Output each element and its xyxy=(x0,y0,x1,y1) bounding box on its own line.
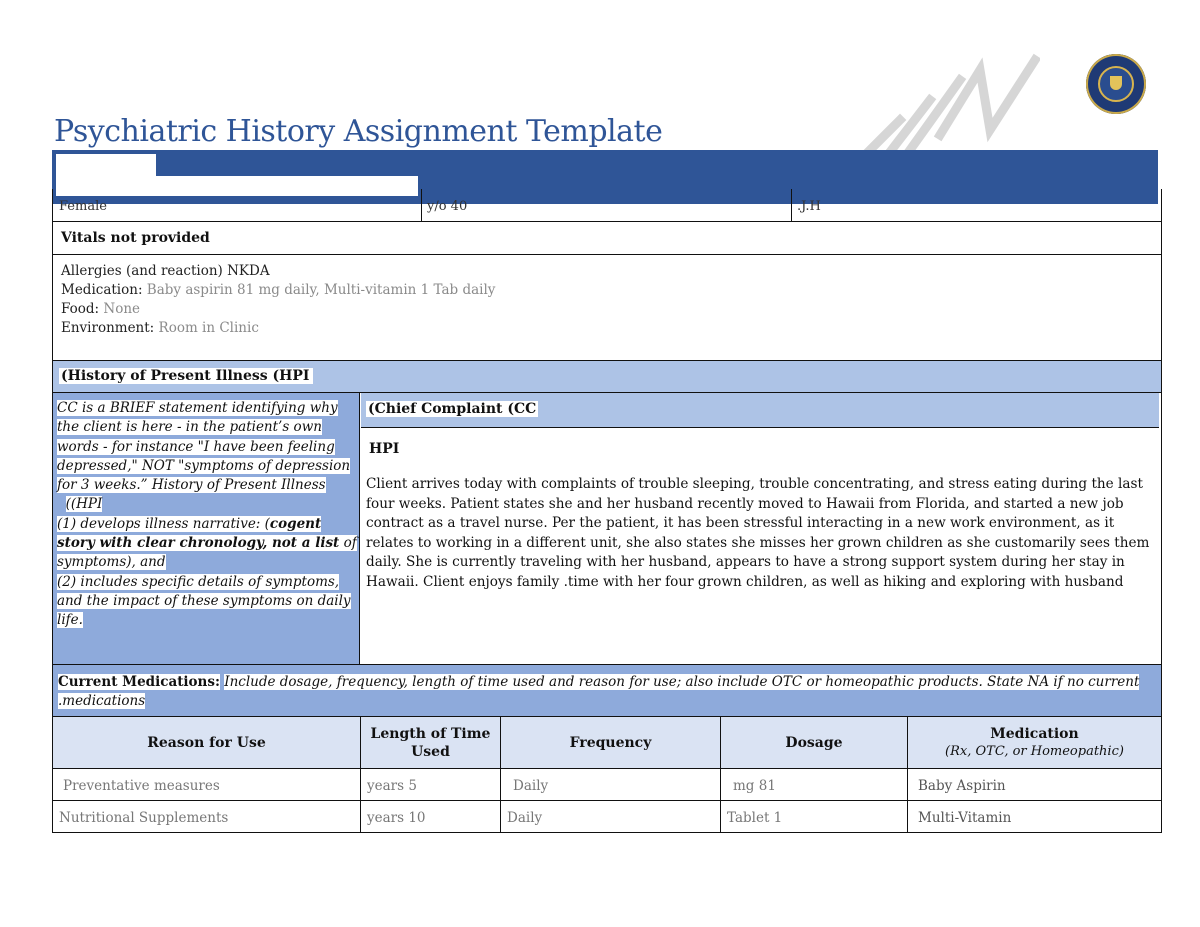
age-value: y/o 40 xyxy=(427,199,468,214)
frequency-cell: Daily xyxy=(501,769,721,800)
hpi-section-header xyxy=(53,361,1161,393)
dosage-cell: Tablet 1 xyxy=(721,801,908,832)
dosage-cell: mg 81 xyxy=(721,769,908,800)
chief-complaint-header xyxy=(361,393,1159,428)
medications-table-header xyxy=(53,717,1161,769)
chief-complaint-label: (Chief Complaint (CC xyxy=(368,401,537,417)
food-line: Food: None xyxy=(61,301,140,317)
hpi-body xyxy=(53,393,1161,665)
environment-line: Environment: Room in Clinic xyxy=(61,320,259,336)
current-medications-instructions: Current Medications: Include dosage, frequency, length of time used and reason for use; also include OTC or homeopathic products. State NA if no current .medications xyxy=(58,674,1140,709)
redacted-field xyxy=(56,154,156,178)
medication-cell: Multi-Vitamin xyxy=(918,810,1012,826)
col-length: Length of Time Used xyxy=(361,717,501,768)
hpi-label: HPI xyxy=(369,441,400,457)
assignment-form xyxy=(52,189,1162,833)
hpi-instructions-panel xyxy=(53,393,360,664)
vitals-label: Vitals not provided xyxy=(61,230,210,246)
frequency-cell: Daily xyxy=(501,801,721,832)
col-frequency: Frequency xyxy=(501,717,721,768)
length-cell: years 5 xyxy=(361,769,501,800)
table-row xyxy=(53,769,1161,801)
medication-line: Medication: Baby aspirin 81 mg daily, Multi-vitamin 1 Tab daily xyxy=(61,282,496,298)
reason-cell: Nutritional Supplements xyxy=(53,801,361,832)
hpi-section-title: (History of Present Illness (HPI xyxy=(59,368,313,384)
current-medications-header xyxy=(53,665,1161,717)
col-medication: Medication (Rx, OTC, or Homeopathic) xyxy=(945,725,1124,759)
university-seal-icon xyxy=(1086,54,1146,114)
page-title: Psychiatric History Assignment Template xyxy=(54,114,663,149)
col-reason: Reason for Use xyxy=(53,717,361,768)
gender-value: Female xyxy=(59,199,107,214)
table-row xyxy=(53,801,1161,833)
hpi-instructions: CC is a BRIEF statement identifying why the client is here - in the patient’s own words - for instance "I have been feeling depressed," NOT "symptoms of depression for 3 weeks.” History of Present Illness ((HPI (1) develops illness narrative: (cogent story with clear chronology, not a list of symptoms), and (2) includes specific details of symptoms, and the impact of these symptoms on daily life. xyxy=(57,400,357,629)
vitals-row xyxy=(53,222,1161,255)
initials-value: .J.H xyxy=(797,199,821,214)
allergies-line: Allergies (and reaction) NKDA xyxy=(61,263,270,279)
medication-cell: Baby Aspirin xyxy=(918,778,1006,794)
hpi-narrative: Client arrives today with complaints of trouble sleeping, trouble concentrating, and stress eating during the last four weeks. Patient states she and her husband recently moved to Hawaii from Florida, and started a new job contract as a travel nurse. Per the patient, it has been stressful interacting in a new work environment, as it relates to working in a different unit, she also states she misses her grown children as she customarily sees them daily. She is currently traveling with her husband, appears to have a strong support system during her stay in Hawaii. Client enjoys family .time with her four grown children, as well as hiking and exploring with husband xyxy=(366,476,1150,590)
allergies-row xyxy=(53,255,1161,361)
reason-cell: Preventative measures xyxy=(53,769,361,800)
demographics-row xyxy=(53,189,1161,222)
length-cell: years 10 xyxy=(361,801,501,832)
col-dosage: Dosage xyxy=(721,717,908,768)
